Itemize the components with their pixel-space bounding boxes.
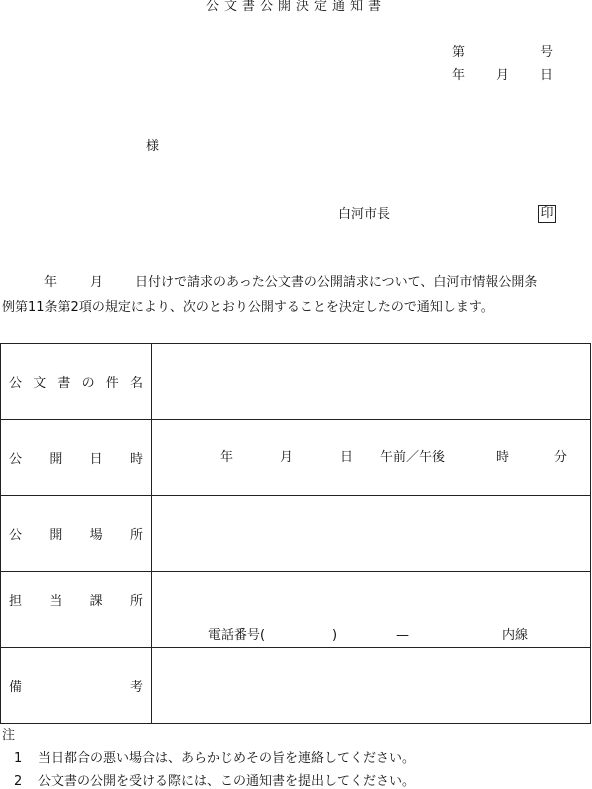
label-char: 時 [129, 452, 143, 467]
label-char: 担 [9, 594, 23, 609]
place-cell [152, 496, 591, 572]
row-label-place [1, 496, 152, 572]
sender-title: 白河市長 [338, 207, 391, 222]
dt-hour: 時 [496, 450, 510, 465]
dt-year: 年 [220, 450, 234, 465]
phone-ext: 内線 [502, 628, 529, 643]
dt-minute: 分 [554, 450, 568, 465]
note-text: 当日都合の悪い場合は、あらかじめその旨を連絡してください。 [38, 751, 416, 766]
department-cell [152, 572, 591, 648]
label-chars [1, 524, 151, 543]
row-label-document-name [1, 344, 152, 420]
document-title: 公文書公開決定通知書 [205, 0, 386, 14]
label-char: 備 [9, 680, 23, 695]
phone-close: ) [332, 628, 338, 643]
document-name-cell [152, 344, 591, 420]
row-label-datetime [1, 420, 152, 496]
remarks-cell [152, 648, 591, 724]
dt-ampm: 午前／午後 [380, 450, 446, 465]
label-char: 所 [129, 528, 143, 543]
datetime-cell [152, 420, 591, 496]
body-year: 年 [44, 275, 58, 290]
label-char: 日 [89, 452, 103, 467]
label-chars [1, 590, 151, 609]
note-text: 公文書の公開を受ける際には、この通知書を提出してください。 [38, 774, 416, 789]
label-char: 開 [49, 452, 63, 467]
table-row [1, 496, 591, 572]
label-char: 公 [9, 452, 23, 467]
notes-heading: 注 [2, 728, 16, 743]
note-number: 1 [14, 751, 23, 766]
label-char: の [81, 376, 95, 391]
label-char: 書 [57, 376, 71, 391]
table-row [1, 420, 591, 496]
table-row [1, 572, 591, 648]
label-char: 名 [129, 376, 143, 391]
body-line2: 例第11条第2項の規定により、次のとおり公開することを決定したので通知します。 [2, 300, 494, 315]
label-char: 文 [33, 376, 47, 391]
dt-day: 日 [340, 450, 354, 465]
label-char: 課 [89, 594, 103, 609]
table-row [1, 648, 591, 724]
row-label-department [1, 572, 152, 648]
date-day: 日 [540, 68, 554, 83]
label-char: 当 [49, 594, 63, 609]
label-char: 件 [105, 376, 119, 391]
date-year: 年 [452, 68, 466, 83]
label-chars [1, 372, 151, 391]
date-month: 月 [496, 68, 510, 83]
addressee-honorific: 様 [146, 139, 160, 154]
table-row [1, 344, 591, 420]
label-char: 公 [9, 376, 23, 391]
phone-dash: — [396, 628, 409, 643]
info-table [0, 343, 591, 724]
phone-label: 電話番号( [208, 628, 266, 643]
row-label-remarks [1, 648, 152, 724]
label-char: 公 [9, 528, 23, 543]
label-chars [1, 448, 151, 467]
number-prefix: 第 [452, 45, 466, 60]
label-char: 所 [129, 594, 143, 609]
label-char: 場 [89, 528, 103, 543]
label-char: 開 [49, 528, 63, 543]
dt-month: 月 [280, 450, 294, 465]
body-month: 月 [90, 275, 104, 290]
number-suffix: 号 [540, 45, 554, 60]
label-char: 考 [129, 680, 143, 695]
label-chars [1, 676, 151, 695]
body-line1: 日付けで請求のあった公文書の公開請求について、白河市情報公開条 [135, 275, 538, 290]
note-number: 2 [14, 774, 23, 789]
seal-stamp: 印 [538, 205, 556, 223]
